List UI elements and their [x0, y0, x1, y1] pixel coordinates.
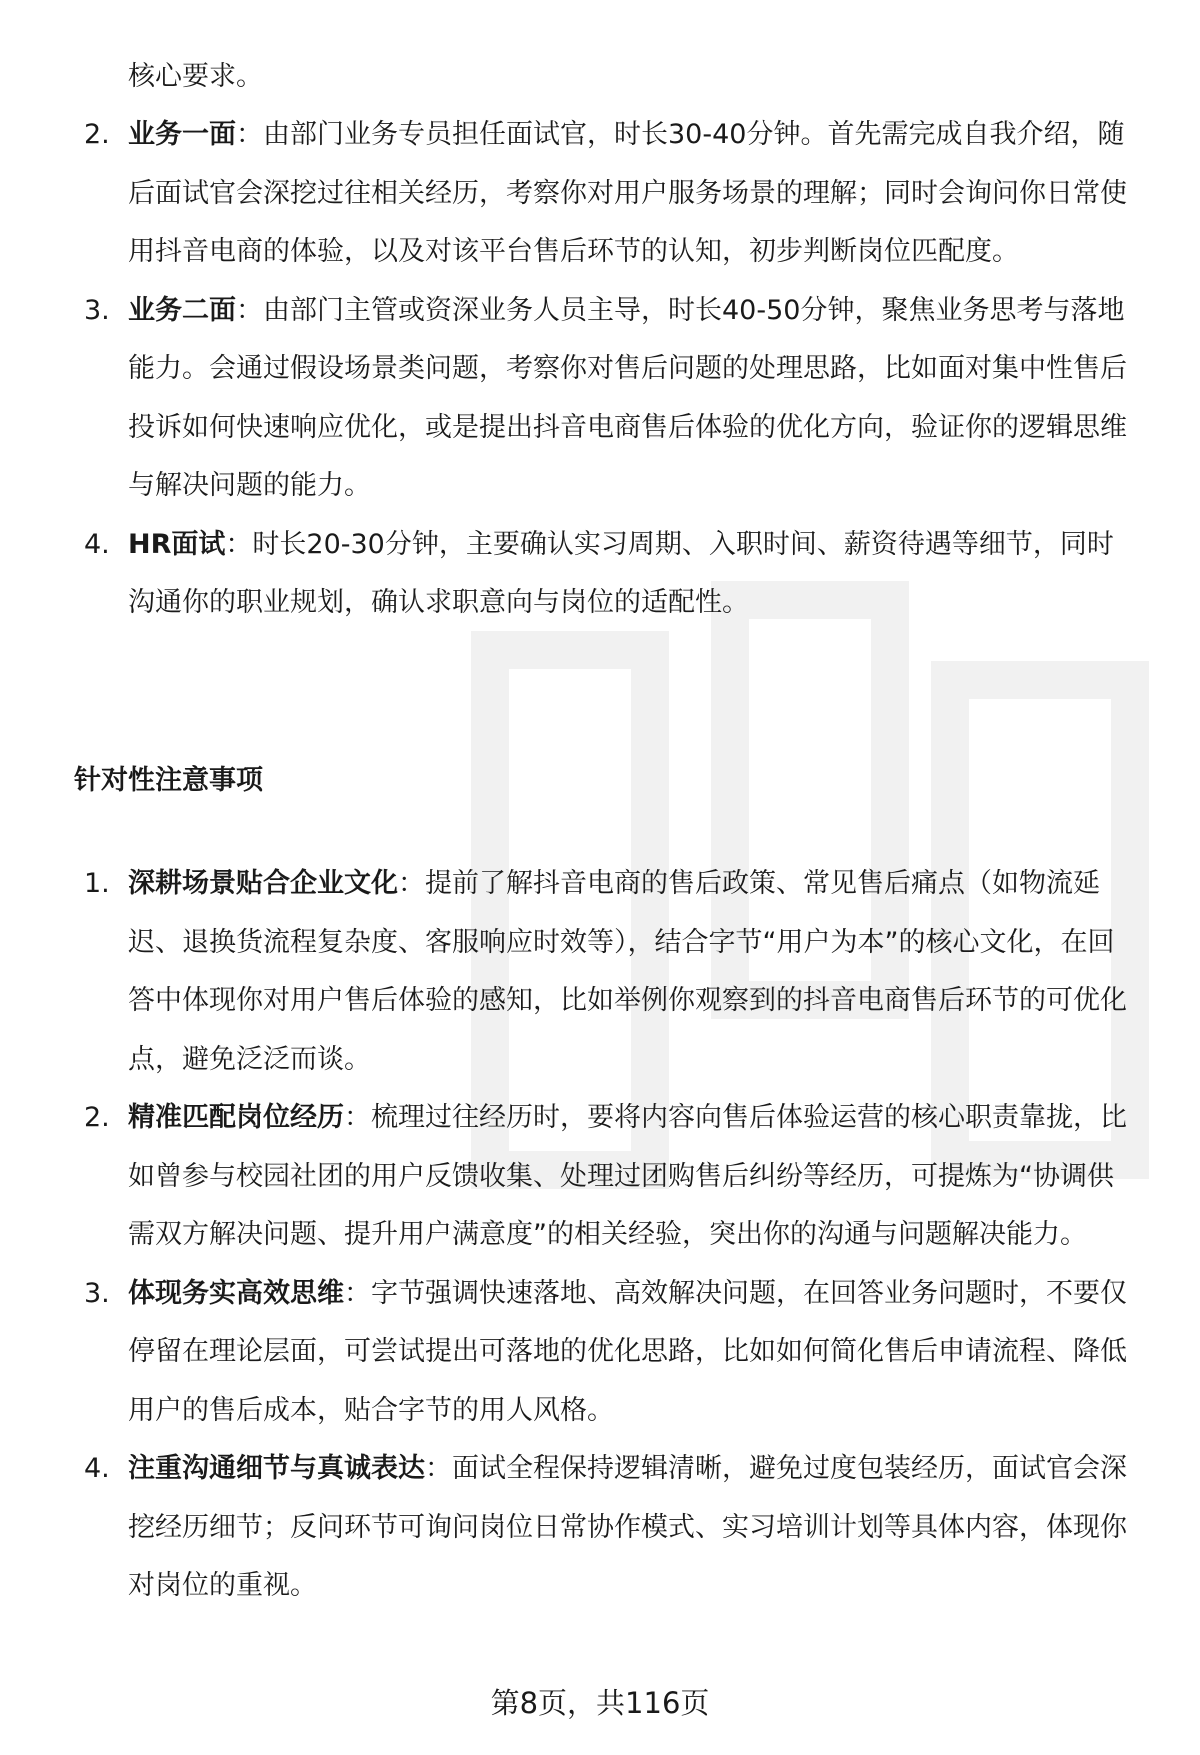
- item-text: ：由部门主管或资深业务人员主导，时长40-50分钟，聚焦业务思考与落地能力。会通过假设场景类问题，考察你对售后问题的处理思路，比如面对集中性售后投诉如何快速响应优化，或是提出抖音电商售后体验的优化方向，验证你的逻辑思维与解决问题的能力。: [128, 294, 1127, 501]
- item-label: HR面试: [128, 528, 226, 560]
- list-item: [0, 106, 1138, 282]
- list-item: [0, 1089, 1138, 1265]
- item-label: 注重沟通细节与真诚表达: [128, 1453, 425, 1484]
- tips-list: [0, 855, 1200, 1616]
- item-number: 3.: [84, 294, 110, 326]
- intro-tail: 核心要求。: [128, 61, 263, 92]
- page-footer: 第8页，共116页: [490, 1686, 710, 1720]
- list-item: [0, 1440, 1138, 1616]
- list-item: [0, 855, 1138, 1089]
- item-text: ：时长20-30分钟，主要确认实习周期、入职时间、薪资待遇等细节，同时沟通你的职业规划，确认求职意向与岗位的适配性。: [128, 528, 1114, 618]
- list-item: [0, 1265, 1138, 1441]
- item-number: 4.: [84, 528, 110, 560]
- item-text: ：字节强调快速落地、高效解决问题，在回答业务问题时，不要仅停留在理论层面，可尝试提出可落地的优化思路，比如如何简化售后申请流程、降低用户的售后成本，贴合字节的用人风格。: [128, 1277, 1127, 1426]
- item-number: 1.: [84, 868, 110, 899]
- item-label: 精准匹配岗位经历: [128, 1102, 344, 1133]
- item-text: ：提前了解抖音电商的售后政策、常见售后痛点（如物流延迟、退换货流程复杂度、客服响应时效等），结合字节“用户为本”的核心文化，在回答中体现你对用户售后体验的感知，比如举例你观察到的抖音电商售后环节的可优化点，避免泛泛而谈。: [128, 868, 1127, 1075]
- item-number: 2.: [84, 119, 110, 150]
- item-text: ：由部门业务专员担任面试官，时长30-40分钟。首先需完成自我介绍，随后面试官会深挖过往相关经历，考察你对用户服务场景的理解；同时会询问你日常使用抖音电商的体验，以及对该平台售后环节的认知，初步判断岗位匹配度。: [128, 119, 1127, 267]
- list-item: [0, 516, 1138, 633]
- item-text: ：梳理过往经历时，要将内容向售后体验运营的核心职责靠拢，比如曾参与校园社团的用户反馈收集、处理过团购售后纠纷等经历，可提炼为“协调供需双方解决问题、提升用户满意度”的相关经验，突出你的沟通与问题解决能力。: [128, 1102, 1127, 1250]
- item-number: 3.: [84, 1277, 110, 1309]
- interview-steps-list: [0, 106, 1200, 633]
- item-number: 2.: [84, 1102, 110, 1133]
- item-label: 业务二面: [128, 294, 236, 326]
- section-heading: 针对性注意事项: [74, 765, 263, 796]
- list-item: [0, 282, 1138, 516]
- item-label: 深耕场景贴合企业文化: [128, 868, 398, 899]
- item-label: 体现务实高效思维: [128, 1277, 344, 1309]
- item-label: 业务一面: [128, 119, 236, 150]
- item-number: 4.: [84, 1453, 110, 1484]
- item-text: ：面试全程保持逻辑清晰，避免过度包装经历，面试官会深挖经历细节；反问环节可询问岗位日常协作模式、实习培训计划等具体内容，体现你对岗位的重视。: [128, 1453, 1127, 1601]
